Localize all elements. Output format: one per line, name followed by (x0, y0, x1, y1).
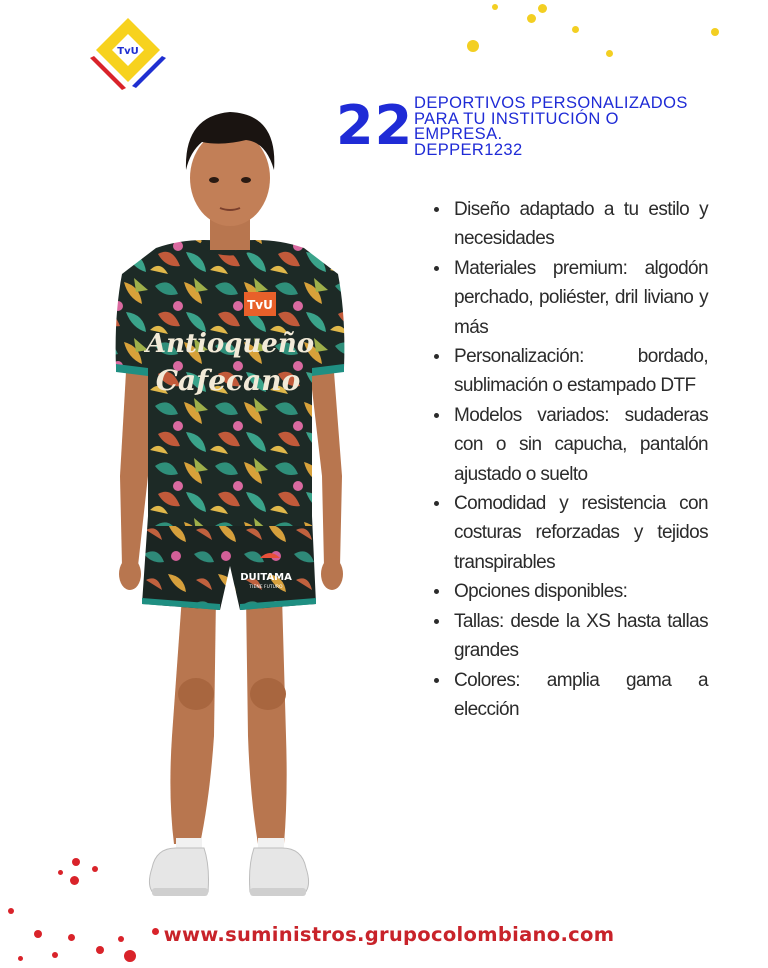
title-line: PARA TU INSTITUCIÓN O (414, 109, 619, 128)
list-item: Colores: amplia gama a elección (434, 666, 708, 725)
title-line: EMPRESA. (414, 125, 503, 143)
list-item: Tallas: desde la XS hasta tallas grandes (434, 607, 708, 666)
list-item: Comodidad y resistencia con costuras reforzadas y tejidos transpirables (434, 489, 708, 577)
shorts-tagline: TIENE FUTURO (249, 585, 283, 590)
list-item: Diseño adaptado a tu estilo y necesidades (434, 195, 708, 254)
diamond-logo-icon (90, 18, 166, 90)
website-link[interactable]: www.suministros.grupocolombiano.com (163, 923, 615, 946)
list-item: Opciones disponibles: (434, 577, 708, 606)
model-photo (90, 96, 370, 916)
product-number: 22 (336, 94, 414, 157)
head (186, 112, 274, 250)
sneakers (149, 838, 308, 896)
brand-logo (88, 14, 168, 90)
shorts (142, 516, 316, 610)
list-item: Materiales premium: algodón perchado, poliéster, dril liviano y más (434, 254, 708, 342)
jersey-badge-text: TvU (247, 298, 273, 312)
logo-text: TvU (117, 46, 139, 57)
list-item: Personalización: bordado, sublimación o estampado DTF (434, 342, 708, 401)
shorts-logo-text: DUITAMA (240, 572, 292, 583)
jersey-script-line: Cafecano (155, 364, 301, 397)
feature-list (434, 195, 708, 724)
jersey (116, 240, 345, 526)
product-code: DEPPER1232 (414, 140, 523, 159)
title-line: DEPORTIVOS PERSONALIZADOS (414, 94, 688, 112)
list-item: Modelos variados: sudaderas con o sin capucha, pantalón ajustado o suelto (434, 401, 708, 489)
jersey-script-line: Antioqueño (145, 329, 315, 359)
product-title (414, 96, 714, 158)
legs (170, 596, 286, 844)
